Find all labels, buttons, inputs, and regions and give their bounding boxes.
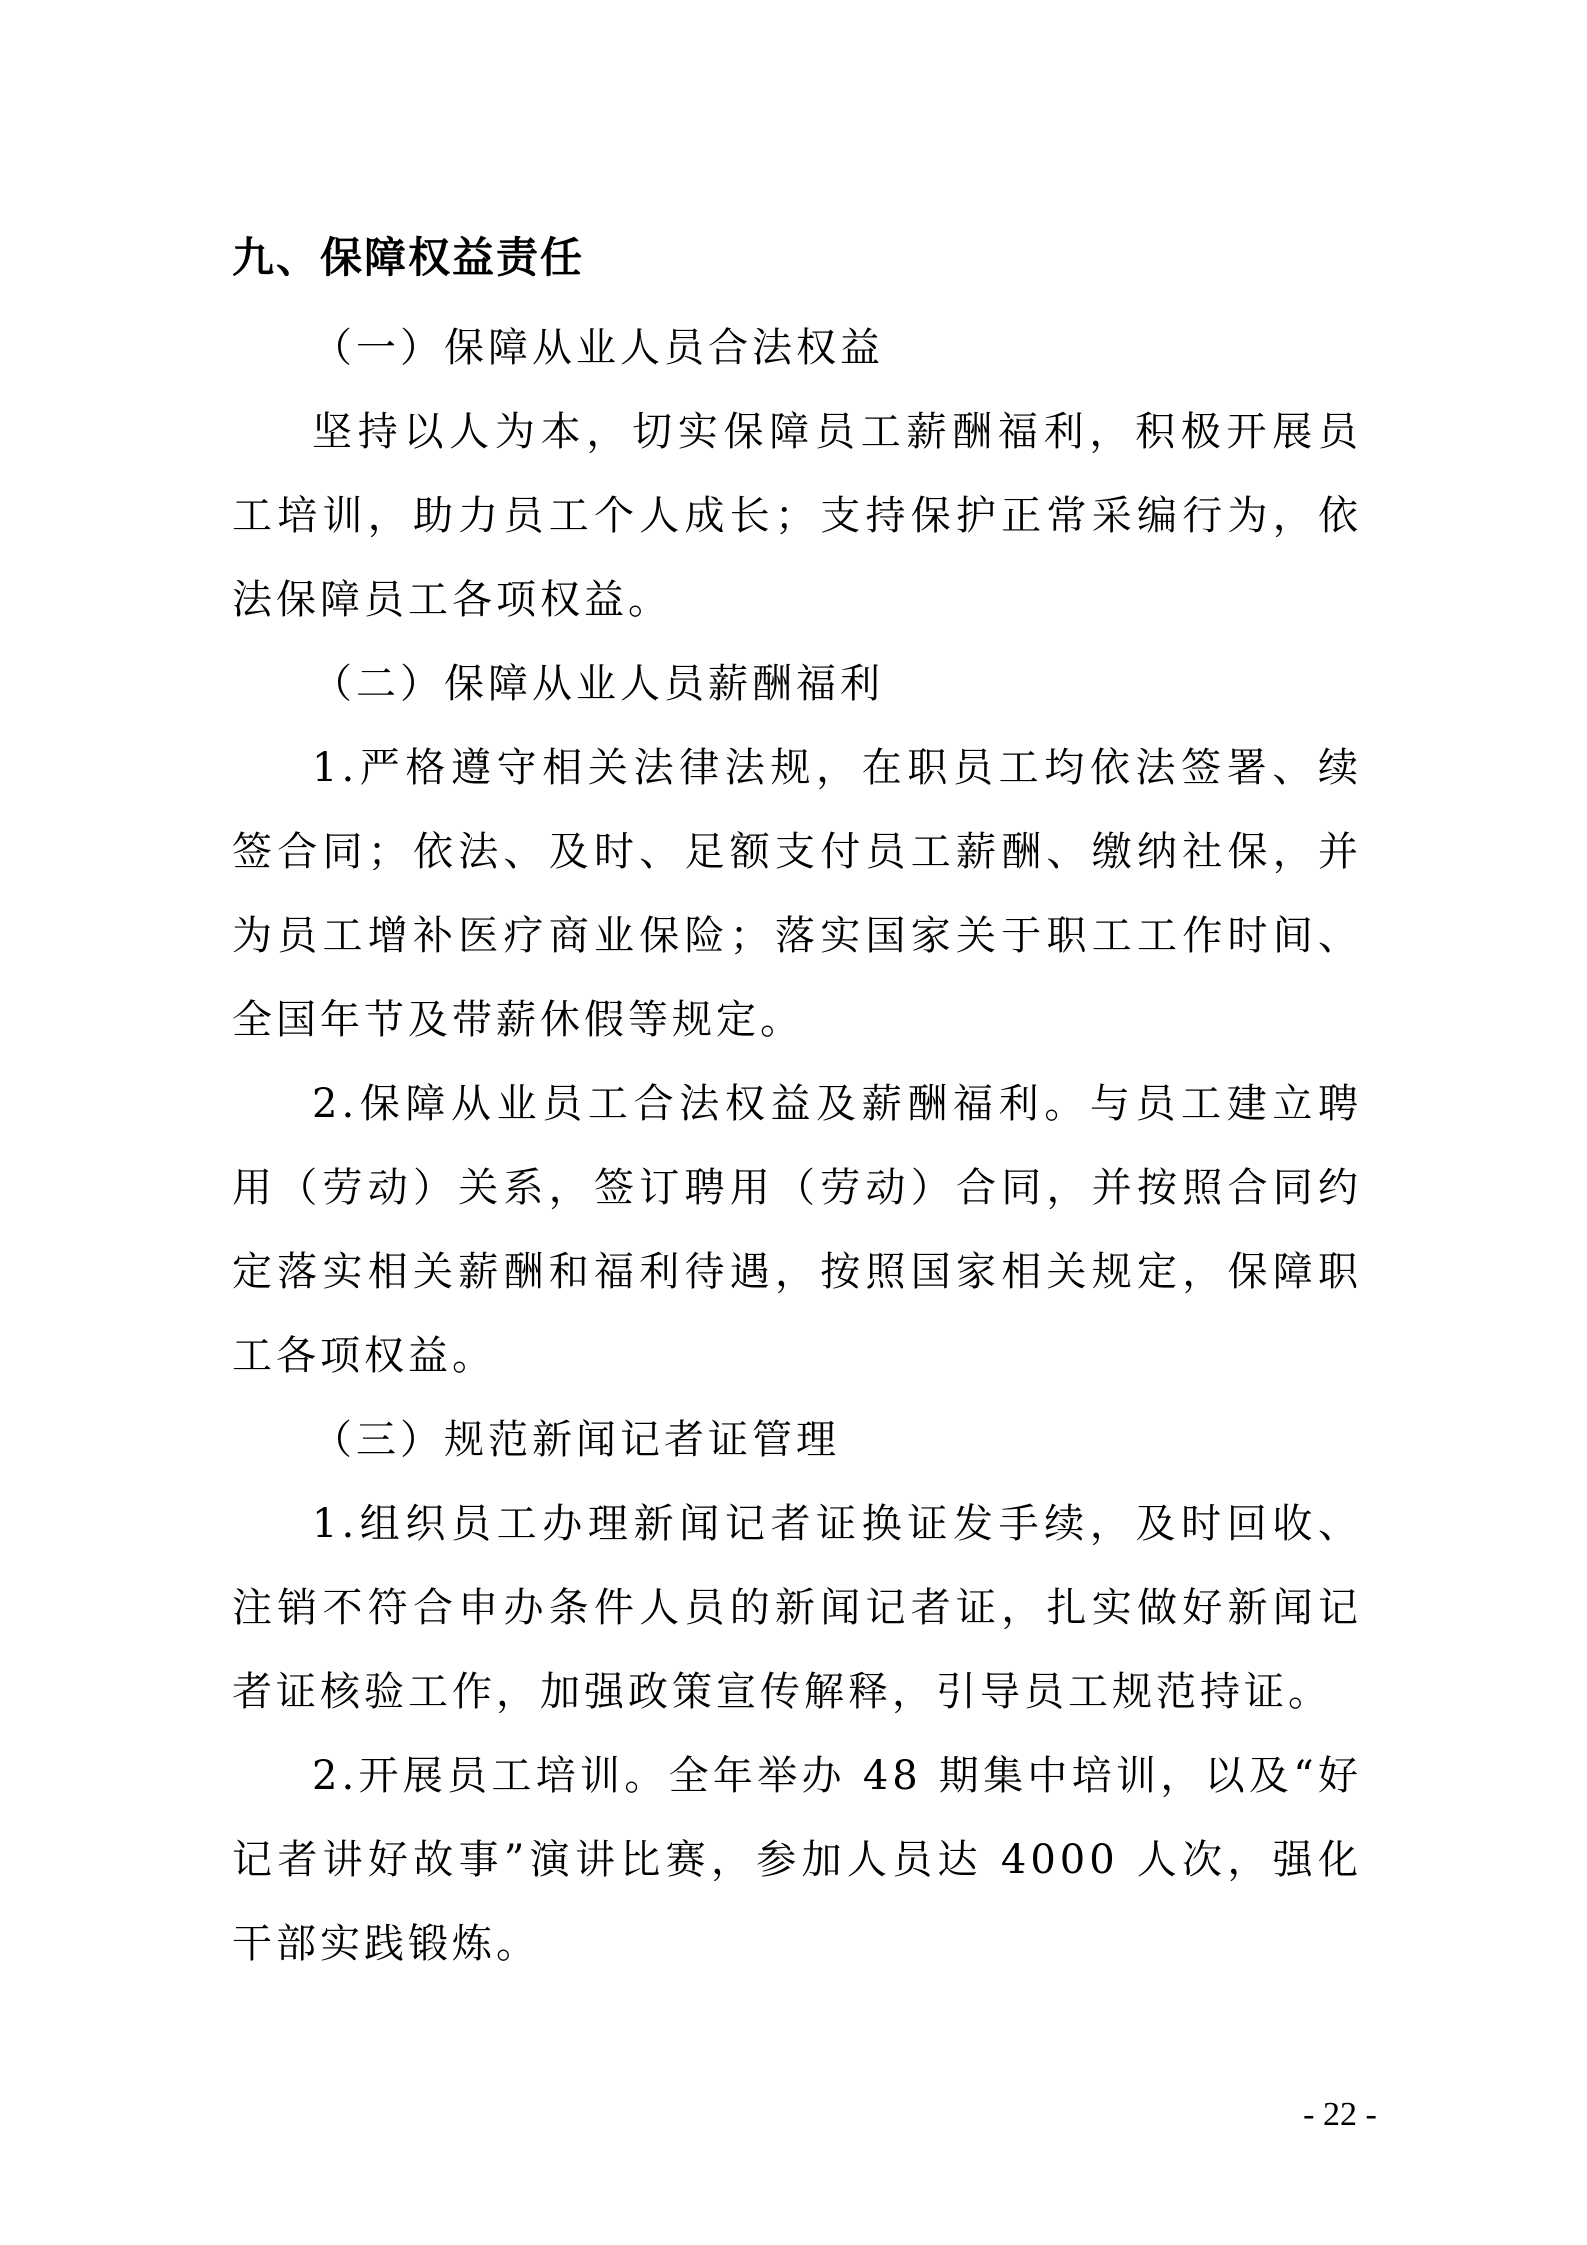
subsection-heading-2: （二）保障从业人员薪酬福利 bbox=[312, 661, 884, 707]
subsection-heading-1: （一）保障从业人员合法权益 bbox=[312, 325, 884, 371]
paragraph-press-card-item-1: 1.组织员工办理新闻记者证换证发手续，及时回收、注销不符合申办条件人员的新闻记者证，扎实做好新闻记者证核验工作，加强政策宣传解释，引导员工规范持证。 bbox=[232, 1501, 1362, 1715]
paragraph-press-card-item-2: 2.开展员工培训。全年举办 48 期集中培训，以及“好记者讲好故事”演讲比赛，参加人员达 4000 人次，强化干部实践锻炼。 bbox=[232, 1753, 1362, 1967]
paragraph-welfare-item-1: 1.严格遵守相关法律法规，在职员工均依法签署、续签合同；依法、及时、足额支付员工薪酬、缴纳社保，并为员工增补医疗商业保险；落实国家关于职工工作时间、全国年节及带薪休假等规定。 bbox=[232, 745, 1362, 1043]
page-number: - 22 - bbox=[1303, 2096, 1377, 2133]
paragraph-welfare-item-2: 2.保障从业员工合法权益及薪酬福利。与员工建立聘用（劳动）关系，签订聘用（劳动）合同，并按照合同约定落实相关薪酬和福利待遇，按照国家相关规定，保障职工各项权益。 bbox=[232, 1081, 1362, 1379]
section-title: 九、保障权益责任 bbox=[232, 233, 585, 282]
paragraph-rights: 坚持以人为本，切实保障员工薪酬福利，积极开展员工培训，助力员工个人成长；支持保护正常采编行为，依法保障员工各项权益。 bbox=[232, 409, 1362, 623]
document-body bbox=[232, 222, 1362, 1986]
subsection-heading-3: （三）规范新闻记者证管理 bbox=[312, 1417, 840, 1463]
